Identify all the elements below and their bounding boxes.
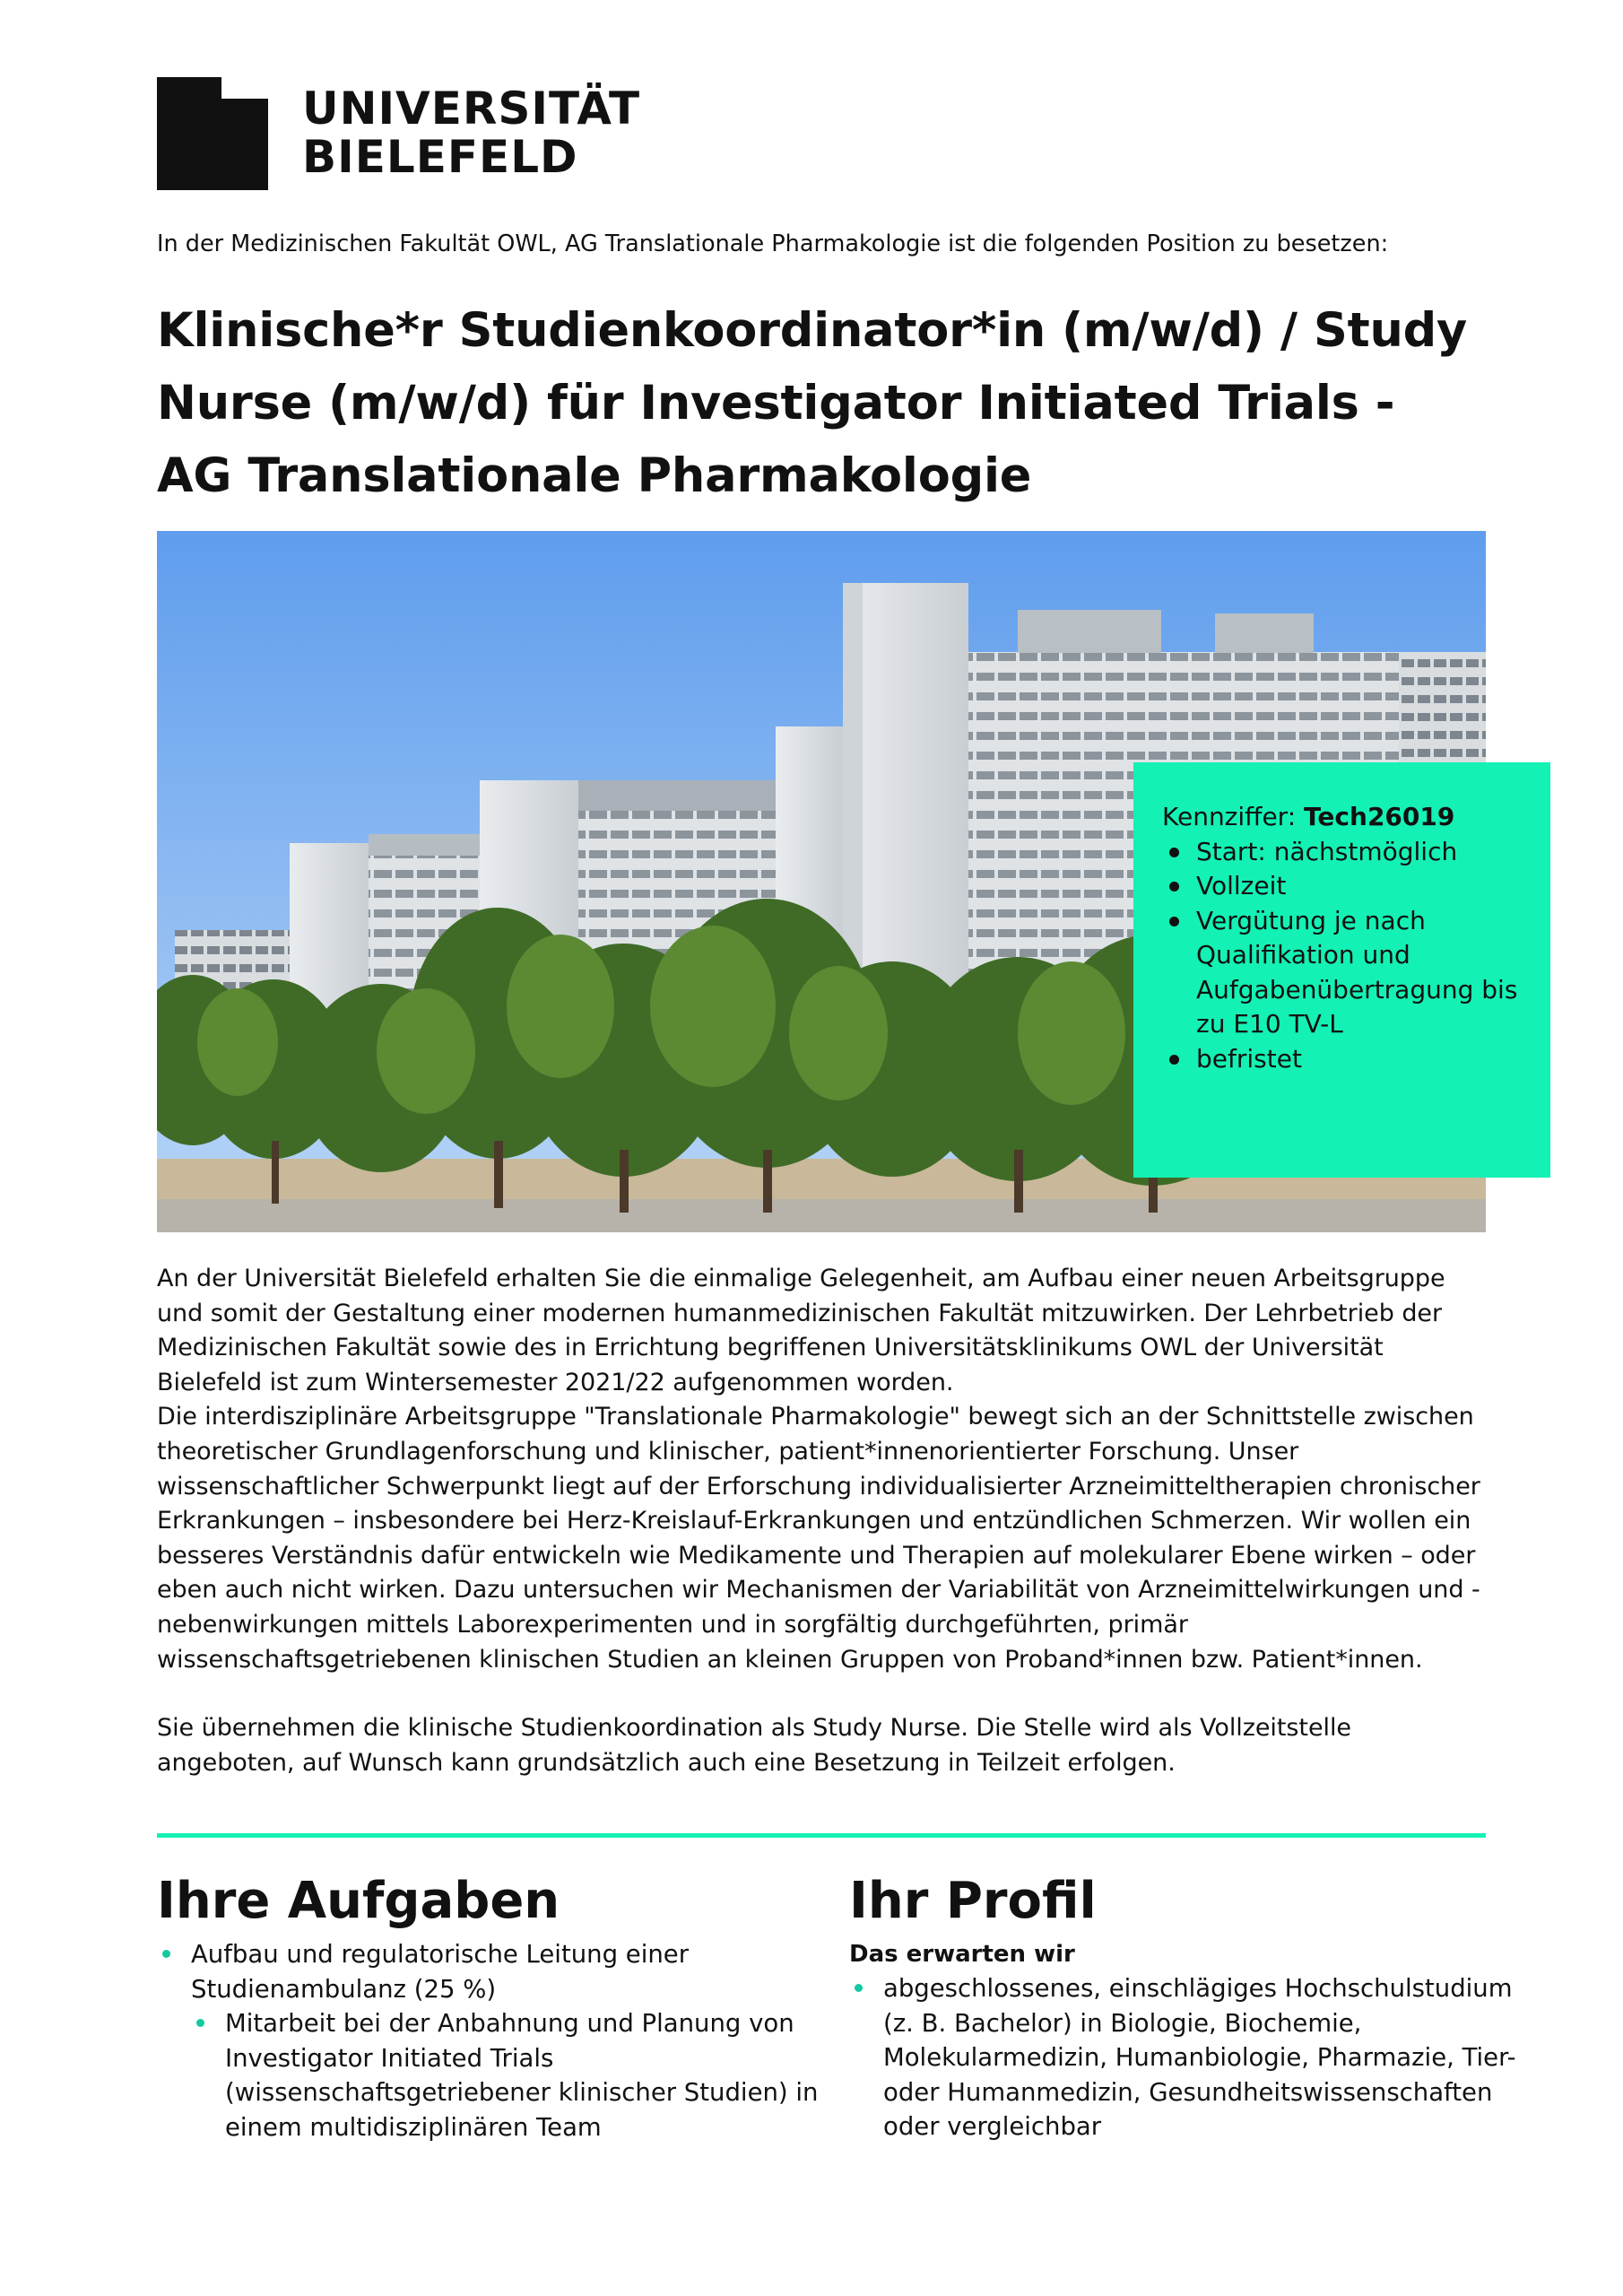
logo-line-1: UNIVERSITÄT [302,83,641,135]
job-description [157,1262,1493,1780]
logo-line-2: BIELEFELD [302,131,578,183]
description-paragraph-3: Sie übernehmen die klinische Studienkoordination als Study Nurse. Die Stelle wird als Vollzeitstelle angeboten, auf Wunsch kann grundsätzlich auch eine Besetzung in Teilzeit erfolgen. [157,1714,1351,1777]
profile-list [849,1971,1531,2144]
description-paragraph-2: Die interdisziplinäre Arbeitsgruppe "Translationale Pharmakologie" bewegt sich an der Schnittstelle zwischen theoretischer Grundlagenforschung und klinischer, patient*innenorientierter Forschung. Unser wissenschaftlicher Schwerpunkt liegt auf der Erforschung individualisierter Arzneimitteltherapien chronischer Erkrankungen – insbesondere bei Herz-Kreislauf-Erkrankungen und entzündlichen Schmerzen. Wir wollen ein besseres Verständnis dafür entwickeln wie Medikamente und Therapien auf molekularer Ebene wirken – oder eben auch nicht wirken. Dazu untersuchen wir Mechanismen der Variabilität von Arzneimittelwirkungen und -nebenwirkungen mittels Laborexperimenten und in sorgfältig durchgeführten, primär wissenschaftsgetriebenen klinischen Studien an kleinen Gruppen von Proband*innen bzw. Patient*innen. [157,1403,1480,1674]
info-item-salary: Vergütung je nach Qualifikation und Aufgabenübertragung bis zu E10 TV-L [1196,904,1550,1042]
tasks-section [157,1867,820,2144]
info-item-start: Start: nächstmöglich [1196,835,1550,870]
job-info-box [1133,762,1550,1178]
intro-text: In der Medizinischen Fakultät OWL, AG Translationale Pharmakologie ist die folgenden Position zu besetzen: [157,230,1389,257]
task-item: Mitarbeit bei der Anbahnung und Planung von Investigator Initiated Trials (wissenschaftsgetriebener klinischer Studien) in einem multidisziplinären Team [191,2006,820,2144]
job-title: Klinische*r Studienkoordinator*in (m/w/d) / Study Nurse (m/w/d) für Investigator Initiated Trials - AG Translationale Pharmakologie [157,303,1468,503]
reference-label: Kennziffer: [1162,802,1305,831]
tasks-list [157,1937,820,2144]
university-logo-text [302,84,640,181]
task-item: Aufbau und regulatorische Leitung einer Studienambulanz (25 %) [157,1937,820,2006]
profile-heading: Ihr Profil [849,1872,1097,1930]
description-paragraph-1: An der Universität Bielefeld erhalten Sie die einmalige Gelegenheit, am Aufbau einer neuen Arbeitsgruppe und somit der Gestaltung einer modernen humanmedizinischen Fakultät mitzuwirken. Der Lehrbetrieb der Medizinischen Fakultät sowie des in Errichtung begriffenen Universitätsklinikums OWL der Universität Bielefeld ist zum Wintersemester 2021/22 aufgenommen worden. [157,1265,1445,1396]
info-item-hours: Vollzeit [1196,869,1550,904]
job-info-list [1162,835,1550,1077]
profile-section [849,1867,1531,2144]
university-logo-mark-icon [157,77,268,190]
info-item-duration: befristet [1196,1042,1550,1077]
reference-value: Tech26019 [1304,802,1455,831]
reference-number [1162,800,1550,835]
university-logo [157,77,659,190]
section-divider [157,1833,1486,1838]
profile-item: abgeschlossenes, einschlägiges Hochschulstudium (z. B. Bachelor) in Biologie, Biochemie, Molekularmedizin, Humanbiologie, Pharmazie, Tier- oder Humanmedizin, Gesundheitswissenschaften oder vergleichbar [849,1971,1531,2144]
tasks-heading: Ihre Aufgaben [157,1872,560,1930]
profile-subheading: Das erwarten wir [849,1941,1075,1968]
